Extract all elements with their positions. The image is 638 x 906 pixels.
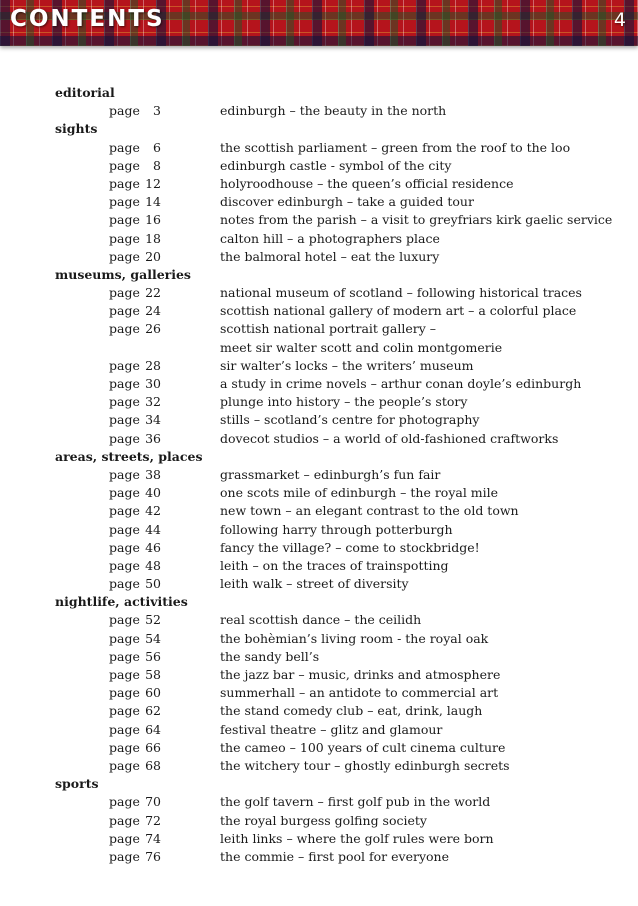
toc-entry-row (0, 702, 638, 720)
entry-page-number: 30 (145, 376, 161, 391)
toc-entry-row (0, 848, 638, 866)
toc-entry-row (0, 666, 638, 684)
page-label: page (109, 848, 140, 864)
section-heading: areas, streets, places (55, 448, 203, 464)
entry-title: the bohèmian’s living room - the royal oak (220, 630, 489, 646)
toc-entry-row (0, 230, 638, 248)
entry-title: the cameo – 100 years of cult cinema culture (220, 739, 506, 755)
toc-entry-row (0, 757, 638, 775)
entry-page-number: 24 (145, 303, 161, 319)
entry-title: stills – scotland’s centre for photography (220, 412, 480, 428)
page-label: page (109, 285, 140, 301)
entry-title: scottish national portrait gallery – (220, 321, 437, 337)
page-label: page (109, 394, 140, 410)
page-label: page (109, 557, 140, 573)
entry-title: leith links – where the golf rules were born (220, 830, 494, 846)
entry-page-number: 64 (145, 721, 161, 737)
page-label: page (109, 739, 140, 755)
entry-title: real scottish dance – the ceilidh (220, 612, 422, 628)
entry-page-number: 26 (145, 321, 161, 337)
entry-title: meet sir walter scott and colin montgomerie (220, 339, 503, 355)
entry-title: the stand comedy club – eat, drink, laugh (220, 703, 483, 719)
page-label: page (109, 485, 140, 501)
entry-page-number: 12 (145, 175, 161, 191)
page-label: page (109, 794, 140, 810)
entry-title: the commie – first pool for everyone (220, 848, 449, 864)
entry-page-number: 34 (145, 412, 161, 428)
page-label: page (109, 357, 140, 373)
entry-page-number: 42 (145, 503, 161, 519)
entry-title: the balmoral hotel – eat the luxury (220, 248, 440, 264)
entry-title: festival theatre – glitz and glamour (220, 721, 443, 737)
page-label: page (109, 103, 140, 119)
entry-page-number: 20 (145, 248, 161, 264)
toc-entry-row (0, 284, 638, 302)
page-label: page (109, 157, 140, 173)
page-label: page (109, 230, 140, 246)
page-label: page (109, 376, 140, 391)
entry-title: dovecot studios – a world of old-fashioned craftworks (220, 430, 559, 446)
entry-page-number: 40 (145, 485, 161, 501)
page-label: page (109, 703, 140, 719)
toc-entry-row (0, 102, 638, 120)
entry-title: scottish national gallery of modern art – a colorful place (220, 303, 577, 319)
toc-entry-row (0, 157, 638, 175)
entry-title: edinburgh – the beauty in the north (220, 103, 447, 119)
toc-entry-row (0, 611, 638, 629)
toc-entry-row (0, 684, 638, 702)
page-label: page (109, 503, 140, 519)
page-label: page (109, 685, 140, 701)
toc-entry-row (0, 375, 638, 393)
entry-title: one scots mile of edinburgh – the royal mile (220, 485, 499, 501)
page-title: CONTENTS (10, 6, 165, 32)
entry-title: notes from the parish – a visit to greyfriars kirk gaelic service (220, 212, 613, 228)
entry-page-number: 58 (145, 667, 161, 682)
entry-page-number: 18 (145, 230, 161, 246)
entry-page-number: 74 (145, 830, 161, 846)
entry-page-number: 52 (145, 612, 161, 628)
toc-section-row (0, 120, 638, 138)
toc-entry-row (0, 648, 638, 666)
entry-page-number: 28 (145, 357, 161, 373)
entry-title: the jazz bar – music, drinks and atmosphere (220, 667, 501, 682)
page-label: page (109, 521, 140, 537)
entry-title: sir walter’s locks – the writers’ museum (220, 357, 474, 373)
entry-page-number: 60 (145, 685, 161, 701)
page-number: 4 (613, 9, 626, 31)
entry-page-number: 46 (145, 539, 161, 555)
toc-entry-row (0, 557, 638, 575)
toc-entry-row (0, 211, 638, 229)
entry-page-number: 36 (145, 430, 161, 446)
entry-title: discover edinburgh – take a guided tour (220, 194, 474, 210)
entry-title: national museum of scotland – following historical traces (220, 285, 582, 301)
toc-entry-row (0, 430, 638, 448)
page-label: page (109, 248, 140, 264)
entry-page-number: 70 (145, 794, 161, 810)
entry-title: edinburgh castle - symbol of the city (220, 157, 452, 173)
entry-page-number: 6 (153, 139, 161, 155)
entry-title: following harry through potterburgh (220, 521, 453, 537)
entry-page-number: 68 (145, 757, 161, 773)
toc-entry-row (0, 248, 638, 266)
entry-title: the sandy bell’s (220, 648, 320, 664)
page-label: page (109, 830, 140, 846)
page-label: page (109, 667, 140, 682)
toc-section-row (0, 448, 638, 466)
toc-entry-row (0, 320, 638, 338)
entry-title: plunge into history – the people’s story (220, 394, 468, 410)
toc-entry-row (0, 484, 638, 502)
section-heading: nightlife, activities (55, 594, 188, 610)
page-label: page (109, 576, 140, 592)
toc-section-row (0, 266, 638, 284)
page-label: page (109, 412, 140, 428)
toc-entry-row (0, 302, 638, 320)
entry-title: the scottish parliament – green from the roof to the loo (220, 139, 571, 155)
entry-page-number: 22 (145, 285, 161, 301)
page-label: page (109, 466, 140, 482)
toc-entry-row (0, 139, 638, 157)
entry-page-number: 76 (145, 848, 161, 864)
entry-page-number: 16 (145, 212, 161, 228)
page-label: page (109, 303, 140, 319)
entry-page-number: 14 (145, 194, 161, 210)
tartan-header-banner (0, 0, 638, 46)
page-label: page (109, 194, 140, 210)
entry-title: calton hill – a photographers place (220, 230, 440, 246)
section-heading: sights (55, 121, 98, 137)
toc-entry-row (0, 739, 638, 757)
entry-page-number: 48 (145, 557, 161, 573)
toc-entry-row (0, 575, 638, 593)
entry-title: grassmarket – edinburgh’s fun fair (220, 466, 441, 482)
toc-entry-row (0, 339, 638, 357)
entry-page-number: 72 (145, 812, 161, 828)
entry-title: fancy the village? – come to stockbridge! (220, 539, 480, 555)
toc-entry-row (0, 357, 638, 375)
toc-section-row (0, 593, 638, 611)
toc-entry-row (0, 466, 638, 484)
entry-page-number: 44 (145, 521, 161, 537)
entry-title: the witchery tour – ghostly edinburgh secrets (220, 757, 510, 773)
entry-title: the golf tavern – first golf pub in the world (220, 794, 491, 810)
entry-page-number: 50 (145, 576, 161, 592)
page-label: page (109, 139, 140, 155)
entry-title: summerhall – an antidote to commercial art (220, 685, 499, 701)
entry-title: a study in crime novels – arthur conan doyle’s edinburgh (220, 376, 582, 391)
entry-title: holyroodhouse – the queen’s official residence (220, 175, 514, 191)
entry-page-number: 62 (145, 703, 161, 719)
toc-entry-row (0, 193, 638, 211)
page-label: page (109, 321, 140, 337)
entry-title: leith walk – street of diversity (220, 576, 409, 592)
toc-entry-row (0, 630, 638, 648)
section-heading: sports (55, 776, 99, 792)
page-label: page (109, 212, 140, 228)
page-label: page (109, 812, 140, 828)
toc-entry-row (0, 721, 638, 739)
toc-entry-row (0, 411, 638, 429)
page-label: page (109, 612, 140, 628)
table-of-contents (0, 84, 638, 866)
toc-entry-row (0, 175, 638, 193)
entry-page-number: 56 (145, 648, 161, 664)
toc-entry-row (0, 393, 638, 411)
page-label: page (109, 175, 140, 191)
toc-entry-row (0, 502, 638, 520)
entry-title: the royal burgess golfing society (220, 812, 427, 828)
entry-title: leith – on the traces of trainspotting (220, 557, 449, 573)
toc-entry-row (0, 521, 638, 539)
page-label: page (109, 630, 140, 646)
page-label: page (109, 757, 140, 773)
entry-title: new town – an elegant contrast to the old town (220, 503, 519, 519)
entry-page-number: 32 (145, 394, 161, 410)
section-heading: editorial (55, 85, 115, 100)
entry-page-number: 38 (145, 466, 161, 482)
toc-entry-row (0, 793, 638, 811)
page-label: page (109, 430, 140, 446)
toc-section-row (0, 775, 638, 793)
entry-page-number: 8 (153, 157, 161, 173)
toc-section-row (0, 84, 638, 102)
toc-entry-row (0, 830, 638, 848)
section-heading: museums, galleries (55, 266, 191, 282)
entry-page-number: 66 (145, 739, 161, 755)
toc-entry-row (0, 539, 638, 557)
entry-page-number: 3 (153, 103, 161, 119)
entry-page-number: 54 (145, 630, 161, 646)
page-label: page (109, 648, 140, 664)
toc-entry-row (0, 812, 638, 830)
page-label: page (109, 721, 140, 737)
page-label: page (109, 539, 140, 555)
